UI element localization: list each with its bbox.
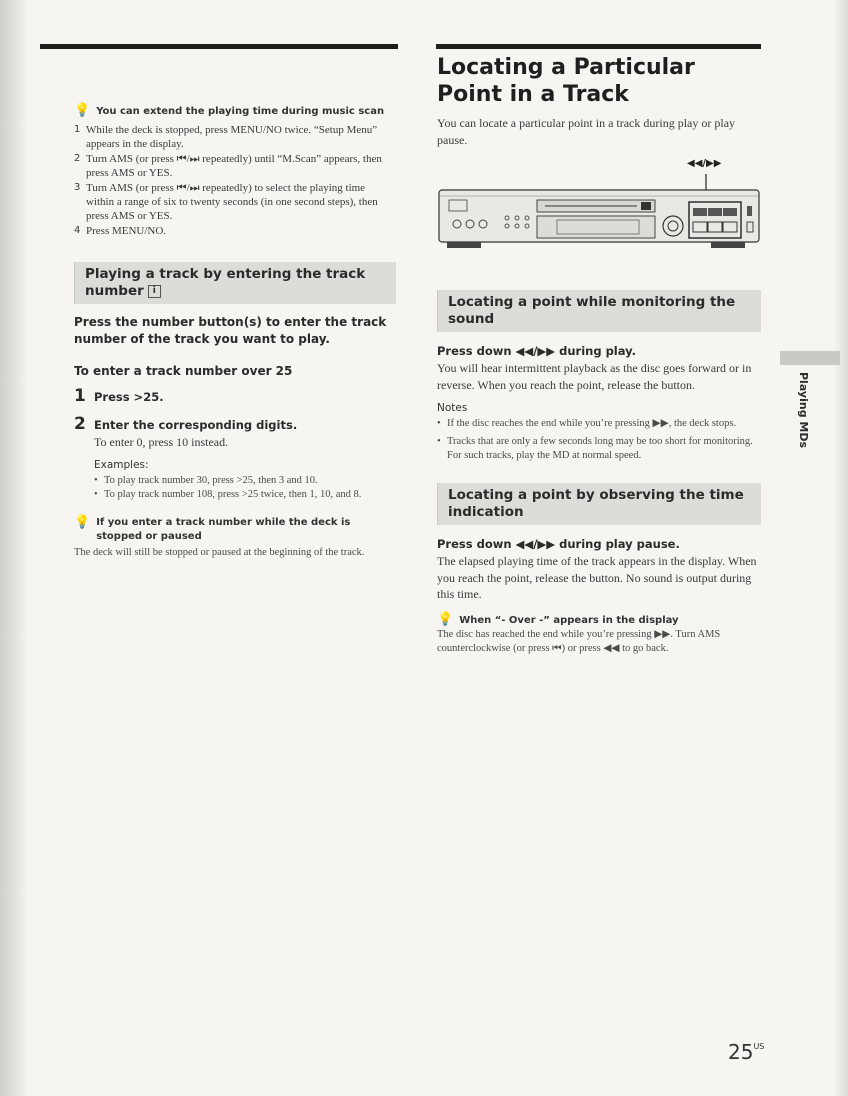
index-mark-icon: i [148, 285, 161, 298]
step-2 [74, 414, 394, 451]
left-header-rule [40, 44, 398, 49]
section-title: Playing a track by entering the track number [85, 266, 366, 299]
step-1-text: Press >25. [94, 390, 164, 404]
section-heading-time-indication: Locating a point by observing the time indication [437, 483, 761, 525]
tip-track-number-stopped-heading [74, 516, 394, 544]
examples-list [94, 474, 394, 502]
monitoring-description: You will hear intermittent playback as the disc goes forward or in reverse. When you reach the point, release the button. [437, 361, 752, 392]
step-number: 2 [74, 153, 81, 164]
page-binding-shadow [0, 0, 28, 1096]
section-intro: Press the number button(s) to enter the track number of the track you want to play. [74, 315, 387, 346]
tip-title: When “- Over -” appears in the display [459, 614, 679, 626]
note-item: • Tracks that are only a few seconds long may be too short for monitoring. For such tracks, play the MD at normal speed. [437, 435, 761, 463]
step-text: Turn AMS (or press ⏮/⏭ repeatedly) until “M.Scan” appears, then press AMS or YES. [86, 153, 382, 179]
step-1 [74, 386, 394, 406]
step-text: Press MENU/NO. [86, 225, 167, 237]
lightbulb-icon: 💡 [74, 103, 91, 118]
page-edge-shadow [834, 0, 848, 1096]
page-number-suffix: US [753, 1042, 765, 1051]
step-text: While the deck is stopped, press MENU/NO twice. “Setup Menu” appears in the display. [86, 124, 378, 150]
step-2-detail: To enter 0, press 10 instead. [94, 435, 229, 449]
step-1-number: 1 [74, 386, 86, 406]
tip-extend-playing-time-heading [74, 104, 394, 117]
page-number [728, 1040, 764, 1064]
examples-block [74, 459, 394, 502]
tip-text: The deck will still be stopped or paused at the beginning of the track. [74, 546, 365, 558]
chapter-label: Playing MDs [797, 372, 810, 449]
step-number: 1 [74, 124, 81, 135]
subheading-track-over-25: To enter a track number over 25 [74, 364, 293, 378]
tip-over-display-heading [437, 613, 761, 626]
tip-title: If you enter a track number while the deck is stopped or paused [96, 516, 351, 542]
notes-label: Notes [437, 402, 468, 414]
step-number: 3 [74, 182, 81, 193]
example-item: • To play track number 30, press >25, then 3 and 10. [94, 474, 394, 488]
tip-step [74, 123, 394, 151]
fast-forward-rewind-label: ◀◀/▶▶ [687, 158, 722, 169]
left-column [74, 104, 394, 560]
deck-drawing [437, 156, 761, 266]
notes-list [437, 417, 761, 463]
step-2-text: Enter the corresponding digits. [94, 418, 298, 432]
step-2-number: 2 [74, 414, 86, 434]
tip-step [74, 181, 394, 223]
instruction-during-play-pause: Press down ◀◀/▶▶ during play pause. [437, 537, 680, 551]
section-heading-monitoring-sound: Locating a point while monitoring the sound [437, 290, 761, 332]
title-intro: You can locate a particular point in a track during play or play pause. [437, 116, 736, 147]
page-title: Locating a Particular Point in a Track [437, 55, 695, 107]
step-number: 4 [74, 225, 81, 236]
example-item: • To play track number 108, press >25 twice, then 1, 10, and 8. [94, 488, 394, 502]
tip-steps-list [74, 123, 394, 238]
lightbulb-icon: 💡 [437, 611, 454, 627]
section-heading-enter-track-number [74, 262, 396, 304]
lightbulb-icon: 💡 [74, 514, 91, 530]
tip-step [74, 224, 394, 238]
tip-step [74, 152, 394, 180]
tip-text: The disc has reached the end while you’re pressing ▶▶. Turn AMS counterclockwise (or press ⏮) or press ◀◀ to go back. [437, 628, 721, 654]
page-number-value: 25 [728, 1040, 754, 1064]
chapter-tab [780, 351, 840, 365]
step-text: Turn AMS (or press ⏮/⏭ repeatedly) to select the playing time within a range of six to twenty seconds (in one second steps), then press AMS or YES. [86, 182, 378, 222]
time-indication-description: The elapsed playing time of the track appears in the display. When you reach the point, release the button. No sound is output during this time. [437, 554, 757, 601]
right-column [437, 54, 761, 656]
right-header-rule [436, 44, 761, 49]
examples-label: Examples: [94, 458, 149, 471]
instruction-during-play: Press down ◀◀/▶▶ during play. [437, 344, 636, 358]
tip-title: You can extend the playing time during music scan [96, 106, 385, 117]
note-item: • If the disc reaches the end while you’re pressing ▶▶, the deck stops. [437, 417, 761, 431]
md-deck-illustration [437, 156, 761, 266]
